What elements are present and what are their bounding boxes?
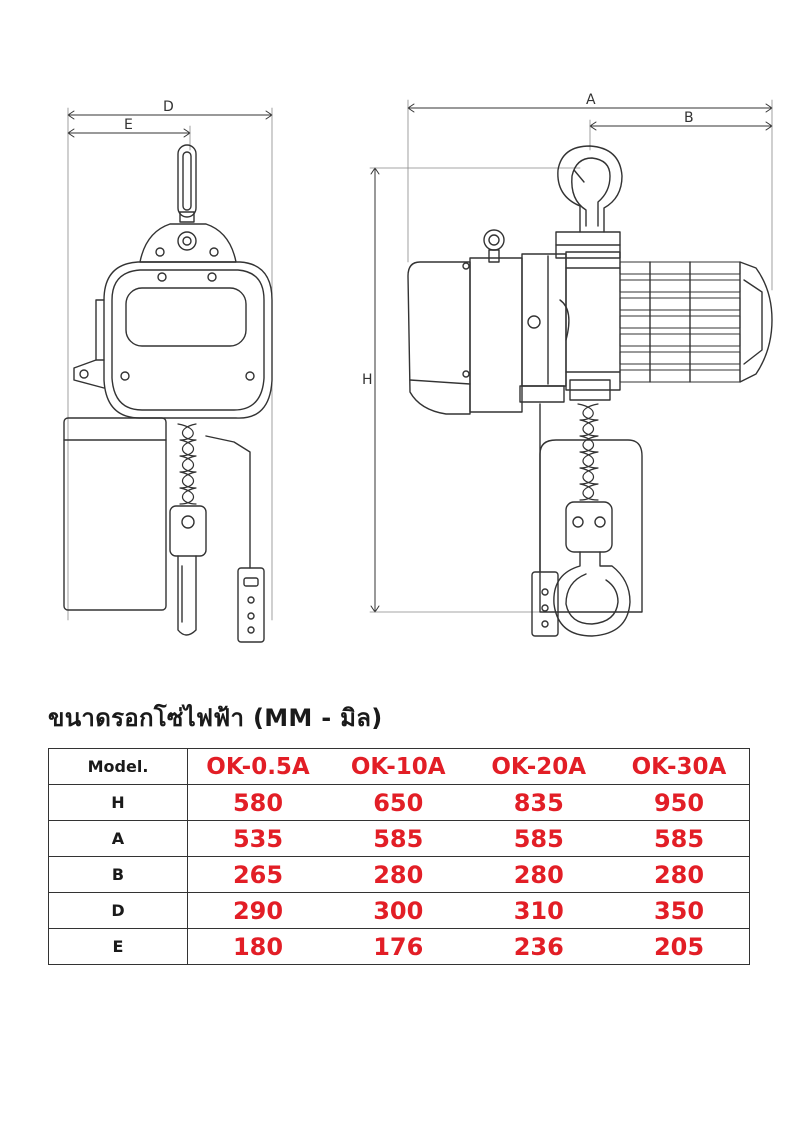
table-header-row — [49, 749, 750, 785]
table-row — [49, 857, 750, 893]
row-label: H — [49, 785, 188, 821]
table-cell: 265 — [188, 857, 329, 893]
model-header: OK-30A — [609, 749, 750, 785]
page-title: ขนาดรอกโซ่ไฟฟ้า (MM - มิล) — [48, 704, 383, 732]
model-header: OK-10A — [328, 749, 469, 785]
table-cell: 236 — [469, 929, 610, 965]
side-view — [370, 100, 772, 636]
model-header: OK-0.5A — [188, 749, 329, 785]
table-row — [49, 929, 750, 965]
dim-label-d: D — [163, 99, 174, 115]
table-cell: 176 — [328, 929, 469, 965]
table-cell: 280 — [328, 857, 469, 893]
row-label: B — [49, 857, 188, 893]
corner-label: Model. — [49, 749, 188, 785]
table-cell: 950 — [609, 785, 750, 821]
table-cell: 835 — [469, 785, 610, 821]
dim-label-e: E — [124, 117, 133, 133]
table-row — [49, 785, 750, 821]
table-cell: 535 — [188, 821, 329, 857]
table-cell: 290 — [188, 893, 329, 929]
table-row — [49, 893, 750, 929]
table-cell: 205 — [609, 929, 750, 965]
table-cell: 180 — [188, 929, 329, 965]
table-cell: 580 — [188, 785, 329, 821]
table-cell: 280 — [609, 857, 750, 893]
model-header: OK-20A — [469, 749, 610, 785]
table-cell: 350 — [609, 893, 750, 929]
table-cell: 300 — [328, 893, 469, 929]
table-cell: 650 — [328, 785, 469, 821]
row-label: A — [49, 821, 188, 857]
dim-label-a: A — [586, 92, 596, 108]
dimension-table — [48, 748, 750, 965]
dim-label-h: H — [362, 372, 373, 388]
table-cell: 585 — [469, 821, 610, 857]
table-cell: 585 — [328, 821, 469, 857]
table-cell: 310 — [469, 893, 610, 929]
dim-label-b: B — [684, 110, 694, 126]
table-row — [49, 821, 750, 857]
table-cell: 280 — [469, 857, 610, 893]
front-view — [64, 108, 272, 642]
row-label: D — [49, 893, 188, 929]
table-cell: 585 — [609, 821, 750, 857]
row-label: E — [49, 929, 188, 965]
